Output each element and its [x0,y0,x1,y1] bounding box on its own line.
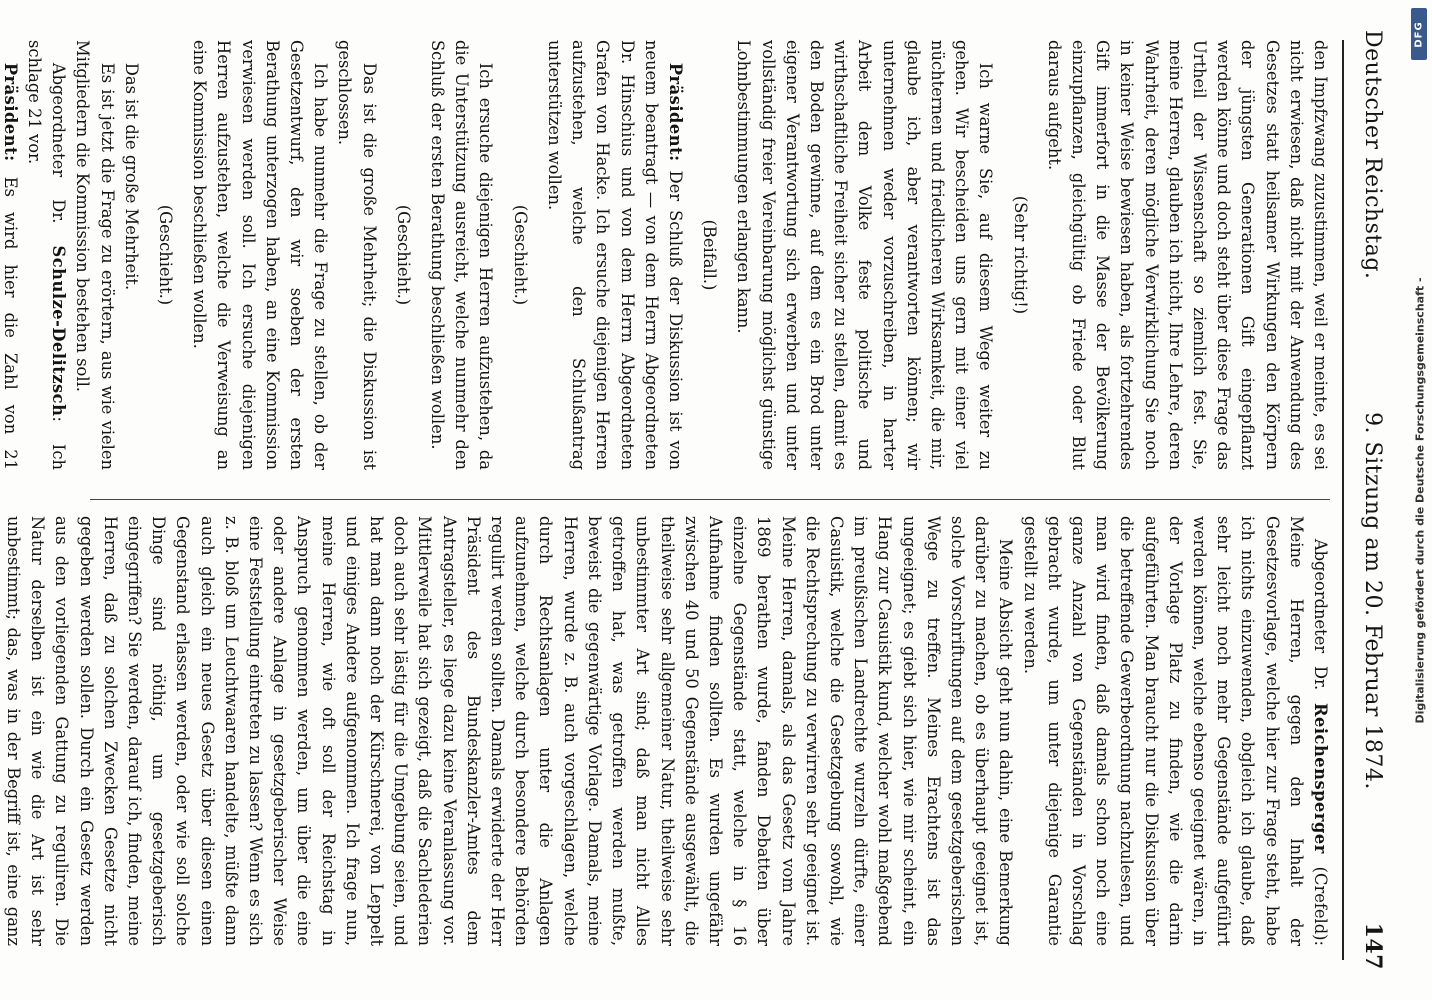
header-center: 9. Sitzung am 20. Februar 1874. [1360,412,1386,790]
page-number: 147 [1360,922,1386,970]
left-paragraph: Ich warne Sie, auf diesem Wege weiter zu gehen. Wir bescheiden uns gern mit einer viel nüchternen und friedlicheren Wirksamkeit, die mir, glaube ich, aber verantworten können; wir unternehmen weder vorzuschreiben, in harter Arbeit dem Volke feste politische und wirthschaftliche Freiheit sicher zu stellen, damit es den Boden gewinne, auf dem es ein Brod unter eigener Verantwortung sich erwerben und unter vollständig freier Vereinbarung möglichst günstige Lohnbestimmungen erlangen kann. [734,40,996,470]
digitization-credit [1408,6,1432,994]
left-paragraph: (Beifall.) [700,219,720,291]
column-divider [90,499,1330,500]
left-paragraph: Das ist die große Mehrheit; die Diskussion ist geschlossen. [335,40,379,470]
left-paragraph: Ich habe nunmehr die Frage zu stellen, ob der Gesetzentwurf, den wir soeben der ersten Berathung unterzogen haben, an eine Kommission verwiesen werden soll. Ich ersuche diejenigen Herren aufzustehen, welche die Verweisung an eine Kommission beschließen wollen. [190,40,331,470]
left-paragraph: den Impfzwang zuzustimmen, weil er meinte, es sei nicht erwiesen, daß nicht mit der Anwendung des Gesetzes statt heilsamer Wirkungen den Körpern der jüngsten Generationen Gift eingepflanzt werden könne und doch steht über diese Frage das Urtheil der Wissenschaft so ziemlich fest. Sie, meine Herren, glauben ich nicht, Ihre Lehre, deren Wahrheit, deren mögliche Verwirklichung Sie noch in keiner Weise bewiesen haben, als fortzehrendes Gift immerfort in die Masse der Bevölkerung einzupflanzen, gleichgültig ob Friede oder Blut daraus aufgeht. [1044,40,1330,470]
left-paragraph: Präsident: Es wird hier die Zahl von 21 [0,62,20,470]
left-paragraph: Präsident: Der Schluß der Diskussion ist von neuem beantragt — von dem Herrn Abgeordneten Dr. Hinschius und von dem Herrn Abgeordneten Grafen von Hacke. Ich ersuche diejenigen Herren aufzustehen, welche den Schlußantrag unterstützen wollen. [544,40,685,470]
header-left: Deutscher Reichstag. [1360,30,1386,280]
left-paragraph: Abgeordneter Dr. Schulze-Delitzsch: Ich schlage 21 vor. [25,40,69,470]
rotated-page-content [0,30,1400,970]
right-paragraph: Meine Absicht geht nun dahin, eine Bemerkung darüber zu machen, ob es überhaupt geeignet ist, solche Vorschriftungen auf dem gesetzgeberischen Wege zu treffen. Meines Erachtens ist das ungeeignet; es giebt sich hier, wie mir scheint, ein Hang zur Casuistik kund, welcher wohl maßgebend im preußischen Landrechte wurzeln dürfte, einer Casuistik, welche die Gesetzgebung sowohl, wie die Rechtsprechung zu verwirren sehr geeignet ist. Meine Herren, damals, als das Gesetz vom Jahre 1869 berathen wurde, fanden Debatten über einzelne Gegenstände statt, welche in § 16 Aufnahme finden sollten. Es wurden ungefähr zwischen 40 und 50 Gegenstände ausgewählt, die theilweise sehr allgemeiner Natur, theilweise sehr unbestimmter Art sind; daß man nicht Alles getroffen hat, was getroffen werden mußte, beweist die gegenwärtige Vorlage. Damals, meine Herren, wurde z. B. auch vorgeschlagen, welche durch Rechtsanlagen unter die Anlagen aufzunehmen, welche durch besondere Behörden regulirt werden sollten. Damals erwiderte der Herr Präsident des Bundeskanzler-Amtes dem Antragsteller, es liege dazu keine Veranlassung vor. Mittlerweile hat sich gezeigt, daß die Sachlederien doch auch sehr lästig für die Umgebung seien, und hat man dann noch der Kürschnerei, von Leppelt und einiges Andere aufgenommen. Ich frage nun, meine Herren, wie oft soll der Reichstag in Anspruch genommen werden, um über die eine oder andere Anlage in gesetzgeberischer Weise eine Feststellung eintreten zu lassen? Wenn es sich z. B. bloß um Leuchtwaaren handelte, müßte dann auch gleich ein neues Gesetz über diesen einen Gegenstand erlassen werden, oder wie soll solche Dinge sind nöthig, um gesetzgeberisch eingegriffen? Sie werden, darauf ich, finden, meine Herren, daß zu solchen Zwecken Gesetze nicht gegeben werden sollen. Durch ein Gesetz werden aus den vorliegenden Gattung zu reguliren. Die Natur derselben ist ein wie die Art ist sehr unbestimmt; das, was in der Begriff ist, eine ganz [4,516,1016,946]
right-column [0,516,1332,946]
dfg-logo-icon [1411,8,1427,60]
left-paragraph: (Geschieht.) [510,204,530,306]
dfg-logo-text: DFG [1413,20,1425,48]
header-rule [1342,40,1344,960]
credit-text: Digitalisierung gefördert durch die Deutsche Forschungsgemeinschaft - [1413,276,1427,724]
right-paragraph: Abgeordneter Dr. Reichensperger (Crefeld): Meine Herren, gegen den Inhalt der Gesetzesvorlage, welche hier zur Frage steht, habe ich nichts einzuwenden, obgleich ich glaube, daß sehr leicht noch mehr Gegenstände aufgeführt werden können, welche ebenso geeignet wären, in der Vorlage Platz zu finden, wie die darin aufgeführten. Man braucht nur die Diskussion über die betreffende Gewerbeordnung nachzulesen, und man wird finden, daß damals schon noch eine ganze Anzahl von Gegenständen in Vorschlag gebracht wurde, um unter diejenige Garantie gestellt zu werden. [1020,516,1330,946]
left-paragraph: Das ist die große Mehrheit. [121,62,141,291]
left-paragraph: Es ist jetzt die Frage zu erörtern, aus wie vielen Mitgliedern die Kommission bestehen soll. [73,40,117,470]
left-paragraph: (Geschieht.) [393,204,413,306]
left-paragraph: (Sehr richtig!) [1010,195,1030,315]
left-column [0,40,1332,470]
left-paragraph: Ich ersuche diejenigen Herren aufzustehen, da die Unterstützung ausreicht, welche nunmehr den Schluß der ersten Berathung beschließen wollen. [428,40,496,470]
left-paragraph: (Geschieht.) [156,204,176,306]
running-header [1346,30,1400,970]
